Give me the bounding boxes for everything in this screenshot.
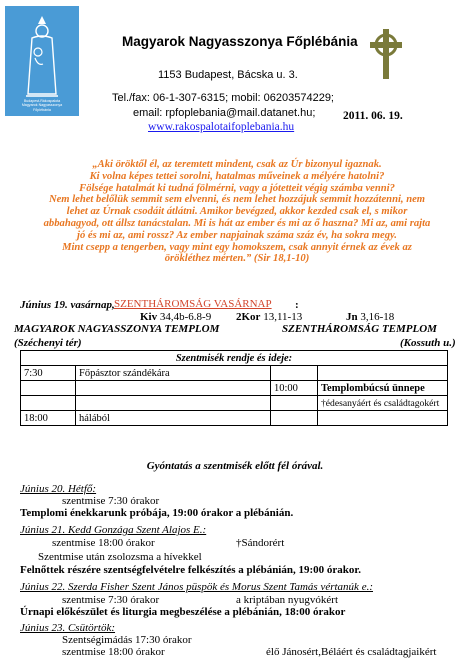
reading-book: Jn (346, 311, 358, 323)
celtic-cross-icon (366, 28, 406, 80)
time-cell (21, 381, 76, 396)
quote-line: Fölsége hatalmát ki tudná fölmérni, vagy a jótetteit végig számba venni? (79, 182, 395, 194)
day-line-intention: †Sándorért (236, 537, 285, 549)
scripture-quote (18, 159, 456, 265)
template-right-name: SZENTHÁROMSÁG TEMPLOM (282, 323, 437, 335)
quote-line: Mint csepp a tengerben, vagy mint egy homokszem, csak annyit érnek az évek az (62, 241, 412, 253)
intention-cell: hálából (76, 411, 271, 426)
reading-3 (346, 311, 394, 323)
reading-book: Kiv (140, 311, 158, 323)
website-link[interactable]: www.rakospalotaifoplebania.hu (148, 121, 295, 133)
parish-logo (5, 6, 79, 116)
time-cell (21, 396, 76, 411)
sunday-date: Június 19. vasárnap, (20, 299, 115, 311)
day-line-intention: élő Jánosért,Béláért és családtagjaikért (266, 646, 437, 658)
intention-cell (318, 411, 448, 426)
mass-schedule-table (20, 350, 448, 426)
church-address: 1153 Budapest, Bácska u. 3. (158, 69, 298, 81)
day-line: Szentségimádás 17:30 órakor (62, 634, 192, 646)
quote-line: Ki volna képes tettei sorolni, hatalmas műveinek a mélyére hatolni? (89, 170, 385, 182)
table-row (21, 411, 448, 426)
day-line: Templomi énekkarunk próbája, 19:00 órakor a plébánián. (20, 507, 294, 519)
day-line: szentmise 7:30 órakor (62, 495, 160, 507)
quote-line: örökléthez mérten.” (Sir 18,1-10) (164, 253, 310, 265)
quote-line: lehet az Úrnak csodáit átlátni. Amikor bevégzed, akkor kezded csak el, s mikor (66, 206, 408, 218)
sunday-feast-title: SZENTHÁROMSÁG VASÁRNAP (114, 298, 272, 310)
table-row (21, 381, 448, 396)
time-cell: 18:00 (21, 411, 76, 426)
time-cell: 10:00 (271, 381, 318, 396)
table-header-row (21, 351, 448, 366)
template-right-location: (Kossuth u.) (400, 337, 456, 349)
time-cell: 7:30 (21, 366, 76, 381)
table-row (21, 396, 448, 411)
reading-book: 2Kor (236, 311, 261, 323)
feast-cell: Templombúcsú ünnepe (318, 381, 448, 396)
logo-caption-line: Budapest-Rákospalota (23, 98, 61, 103)
day-line: szentmise 18:00 órakor (62, 646, 165, 658)
reading-ref: 13,11-13 (263, 311, 303, 323)
day-heading: Június 23. Csütörtök: (20, 622, 116, 634)
day-heading: Június 21. Kedd Gonzága Szent Alajos E.: (20, 524, 207, 536)
reading-1 (140, 311, 211, 323)
intention-cell: Főpásztor szándékára (76, 366, 271, 381)
table-header: Szentmisék rendje és ideje: (21, 351, 448, 366)
reading-2 (236, 311, 302, 323)
template-left-location: (Széchenyi tér) (14, 337, 82, 349)
contact-phone: Tel./fax: 06-1-307-6315; mobil: 06203574229; (112, 92, 334, 104)
sunday-colon: : (295, 299, 299, 311)
logo-caption-line: Magyarok Nagyasszonya (21, 103, 63, 108)
table-row (21, 366, 448, 381)
reading-ref: 3,16-18 (360, 311, 395, 323)
day-heading: Június 20. Hétfő: (20, 483, 97, 495)
contact-email[interactable]: email: rpfoplebania@mail.datanet.hu; (133, 107, 316, 119)
intention-cell (76, 381, 271, 396)
template-left-name: MAGYAROK NAGYASSZONYA TEMPLOM (14, 323, 220, 335)
day-heading: Június 22. Szerda Fisher Szent János püspök és Morus Szent Tamás vértanúk e.: (20, 581, 373, 593)
intention-cell (318, 366, 448, 381)
intention-cell (76, 396, 271, 411)
church-name: Magyarok Nagyasszonya Főplébánia (122, 34, 358, 49)
day-line: Szentmise után zsolozsma a hívekkel (38, 551, 202, 563)
time-cell (271, 366, 318, 381)
day-line: Úrnapi előkészület és liturgia megbeszélése a plébánián, 18:00 órakor (20, 606, 346, 618)
quote-line: Nem lehet belőlük semmit sem elvenni, és nem lehet hozzájuk semmit hozzátenni, nem (48, 194, 426, 206)
time-cell (271, 411, 318, 426)
quote-line: jó és mi az, ami rossz? Az ember napjainak száma száz év, ha sokra megy. (77, 229, 397, 241)
reading-ref: 34,4b-6.8-9 (159, 311, 212, 323)
day-line: szentmise 7:30 órakor (62, 594, 160, 606)
day-line: szentmise 18:00 órakor (52, 537, 155, 549)
confession-note: Gyóntatás a szentmisék előtt fél órával. (146, 460, 324, 472)
logo-caption-line: Főplébánia (33, 107, 51, 112)
bulletin-date: 2011. 06. 19. (343, 110, 403, 122)
intention-cell: †édesanyáért és családtagokért (318, 396, 448, 411)
day-line-intention: a kriptában nyugvókért (236, 594, 339, 606)
quote-line: „Aki öröktől él, az teremtett mindent, csak az Úr bizonyul igaznak. (92, 159, 382, 170)
day-line: Felnőttek részére szentségfelvételre felkészítés a plébánián, 19:00 órakor. (20, 564, 362, 576)
time-cell (271, 396, 318, 411)
quote-line: abbahagyod, ott állsz tanácstalan. Mi is hát az ember és mi az ő haszna? Mi az, ami rajta (43, 217, 431, 229)
